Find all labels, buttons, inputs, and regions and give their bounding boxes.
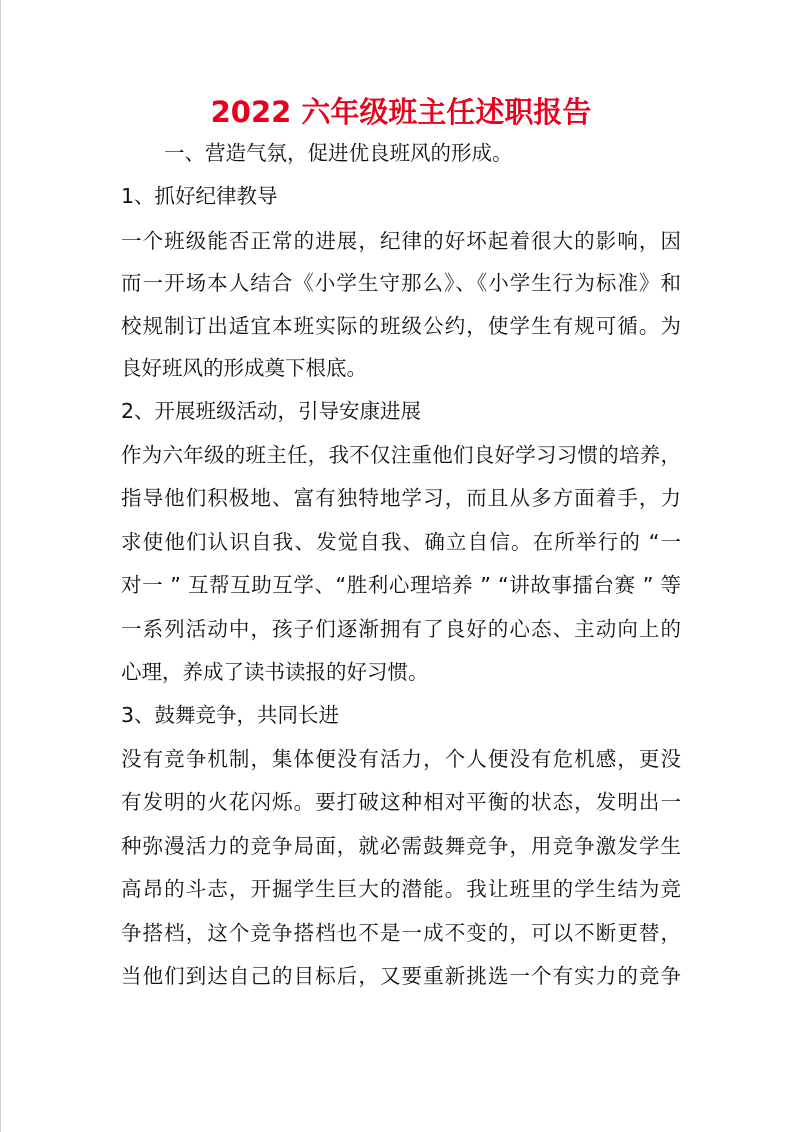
paragraph-line: 而一开场本人结合《小学生守那么》、《小学生行为标准》和 <box>121 271 681 295</box>
subsection-heading: 1、抓好纪律教导 <box>121 184 278 208</box>
paragraph-line: 心理，养成了读书读报的好习惯。 <box>121 660 429 684</box>
paragraph-line: 高昂的斗志，开掘学生巨大的潜能。我让班里的学生结为竞 <box>121 877 681 901</box>
paragraph-line: 一系列活动中，孩子们逐渐拥有了良好的心态、主动向上的 <box>121 617 681 641</box>
paragraph-line: 有发明的火花闪烁。要打破这种相对平衡的状态，发明出一 <box>121 790 681 814</box>
paragraph-line: 作为六年级的班主任，我不仅注重他们良好学习习惯的培养， <box>121 443 681 467</box>
paragraph-line: 求使他们认识自我、发觉自我、确立自信。在所举行的 “一 <box>121 530 681 554</box>
paragraph-line: 争搭档，这个竞争搭档也不是一成不变的，可以不断更替， <box>121 921 681 945</box>
subsection-heading: 2、开展班级活动，引导安康进展 <box>121 399 422 423</box>
paragraph-line: 指导他们积极地、富有独特地学习，而且从多方面着手，力 <box>121 486 681 510</box>
paragraph-line: 对一 ” 互帮互助互学、“胜利心理培养 ” “讲故事擂台赛 ” 等 <box>121 573 681 597</box>
paragraph-line: 没有竞争机制，集体便没有活力，个人便没有危机感，更没 <box>121 747 681 771</box>
subsection-heading: 3、鼓舞竞争，共同长进 <box>121 703 340 727</box>
paragraph-line: 校规制订出适宜本班实际的班级公约，使学生有规可循。为 <box>121 314 681 338</box>
paragraph-line: 种弥漫活力的竞争局面，就必需鼓舞竞争，用竞争激发学生 <box>121 834 681 858</box>
paragraph-line: 良好班风的形成奠下根底。 <box>121 356 367 380</box>
paragraph-line: 一个班级能否正常的进展，纪律的好坏起着很大的影响，因 <box>121 229 681 253</box>
paragraph-line: 当他们到达自己的目标后，又要重新挑选一个有实力的竞争 <box>121 964 681 988</box>
section-heading: 一、营造气氛，促进优良班风的形成。 <box>164 141 513 165</box>
document-title: 2022 六年级班主任述职报告 <box>210 95 592 129</box>
